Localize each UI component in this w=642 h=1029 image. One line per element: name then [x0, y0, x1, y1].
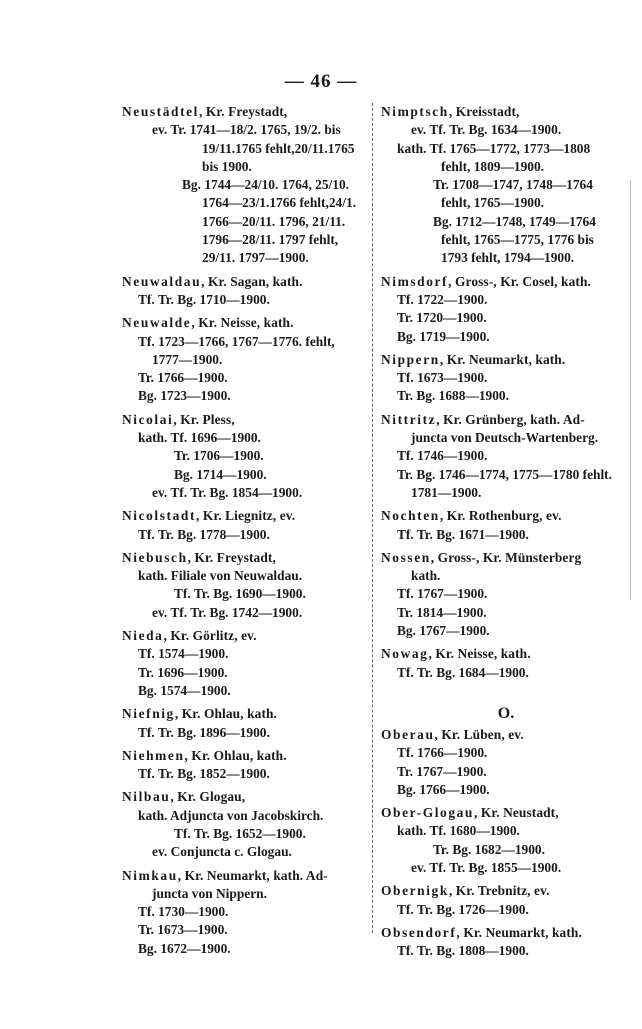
place-district: , Kr. Freystadt,: [187, 549, 276, 565]
place-name: Nicolstadt: [122, 508, 197, 524]
place-name: Nimsdorf: [381, 273, 449, 289]
place-name: Neuwalde: [122, 315, 192, 331]
place-entry: [381, 507, 631, 544]
place-district: , Kr. Trebnitz, ev.: [448, 883, 550, 899]
record-line: ev. Tf. Tr. Bg. 1854—1900.: [152, 484, 303, 500]
record-line: Tf. 1723—1766, 1767—1776. fehlt,: [138, 333, 335, 349]
place-entry: [122, 411, 370, 502]
place-district: , Kr. Ohlau, kath.: [174, 706, 277, 722]
place-name: Nilbau: [122, 789, 171, 805]
record-line: kath. Tf. 1765—1772, 1773—1808: [397, 140, 591, 156]
record-line: Tf. Tr. Bg. 1852—1900.: [138, 766, 270, 782]
record-line: ev. Tf. Tr. Bg. 1634—1900.: [411, 122, 562, 138]
page-number: — 46 —: [284, 71, 358, 92]
record-line: Tf. 1722—1900.: [397, 291, 488, 307]
place-district: , Kr. Glogau,: [170, 789, 246, 805]
section-heading-o: O.: [497, 704, 515, 722]
section-o-entries: [381, 726, 631, 961]
record-line: Tr. 1720—1900.: [397, 310, 487, 326]
entry-heading: [122, 627, 370, 645]
record-line: 19/11.1765 fehlt,20/11.1765: [202, 140, 355, 156]
place-district: , Gross-, Kr. Münsterberg: [430, 549, 582, 565]
record-line: Bg. 1723—1900.: [138, 388, 231, 404]
record-line: fehlt, 1765—1900.: [441, 195, 545, 211]
place-entry: [381, 726, 631, 799]
place-entry: [122, 747, 370, 784]
record-line: Tf. 1767—1900.: [397, 586, 488, 602]
record-line: fehlt, 1809—1900.: [441, 158, 545, 174]
entry-heading: [381, 411, 631, 429]
record-line: Tr. Bg. 1746—1774, 1775—1780 fehlt.: [397, 466, 612, 482]
place-district: , Kr. Neisse, kath.: [191, 315, 294, 331]
place-district: , Kreisstadt,: [448, 104, 520, 119]
place-name: Nowag: [381, 646, 429, 662]
record-line: Tr. 1767—1900.: [397, 763, 487, 779]
place-district: , Gross-, Kr. Cosel, kath.: [448, 273, 591, 289]
record-line: Tf. Tr. Bg. 1896—1900.: [138, 724, 270, 740]
place-name: Nittritz: [381, 411, 437, 427]
place-district: , Kr. Sagan, kath.: [201, 273, 303, 289]
place-district: , Kr. Rothenburg, ev.: [439, 508, 562, 524]
place-district: , Kr. Neustadt,: [473, 805, 559, 821]
entry-heading: [381, 804, 631, 822]
place-name: Nimkau: [122, 867, 178, 883]
entry-heading: [381, 103, 631, 121]
record-line: Tf. Tr. Bg. 1726—1900.: [397, 901, 529, 917]
record-line: 1766—20/11. 1796, 21/11.: [202, 213, 346, 229]
entry-heading: [381, 882, 631, 900]
place-name: Niehmen: [122, 747, 185, 763]
record-line: 29/11. 1797—1900.: [202, 250, 309, 266]
record-line: kath. Tf. 1680—1900.: [397, 823, 520, 839]
record-line: Tr. 1696—1900.: [138, 664, 228, 680]
entry-heading: [122, 867, 370, 885]
record-line: Tf. 1766—1900.: [397, 745, 488, 761]
place-entry: [122, 867, 370, 958]
entry-heading: [381, 726, 631, 744]
record-line: Tf. Tr. Bg. 1671—1900.: [397, 526, 529, 542]
record-line: Tf. Tr. Bg. 1690—1900.: [174, 586, 306, 602]
record-line: Tr. 1706—1900.: [174, 448, 264, 464]
column-divider: [372, 103, 373, 933]
entry-heading: [381, 549, 631, 567]
record-line: ev. Tr. 1741—18/2. 1765, 19/2. bis: [152, 122, 341, 138]
record-line: kath. Adjuncta von Jacobskirch.: [138, 807, 324, 823]
place-district: , Kr. Liegnitz, ev.: [196, 508, 296, 524]
record-line: Bg. 1719—1900.: [397, 328, 490, 344]
place-name: Nochten: [381, 508, 440, 524]
place-name: Nimptsch: [381, 104, 449, 119]
place-district: , Kr. Lüben, ev.: [434, 726, 524, 742]
entry-heading: [122, 411, 370, 429]
record-line: Bg. 1672—1900.: [138, 940, 231, 956]
place-entry: [122, 314, 370, 405]
record-line: Tr. 1814—1900.: [397, 604, 487, 620]
place-entry: [122, 788, 370, 861]
record-line: fehlt, 1765—1775, 1776 bis: [441, 232, 594, 248]
entry-heading: [122, 273, 370, 291]
record-line: Tf. 1730—1900.: [138, 904, 229, 920]
place-name: Niebusch: [122, 549, 188, 565]
place-name: Obernigk: [381, 883, 449, 899]
place-entry: [122, 273, 370, 310]
record-line: Bg. 1714—1900.: [174, 466, 267, 482]
record-line: Bg. 1744—24/10. 1764, 25/10.: [182, 177, 350, 193]
entry-heading: [381, 645, 631, 663]
record-line: Tr. 1766—1900.: [138, 370, 228, 386]
place-entry: [381, 411, 631, 502]
record-line: 1777—1900.: [152, 351, 223, 367]
record-line: juncta von Deutsch-Wartenberg.: [411, 430, 599, 446]
record-line: Tf. Tr. Bg. 1808—1900.: [397, 943, 529, 959]
place-district: , Kr. Pless,: [173, 411, 235, 427]
entry-heading: [122, 747, 370, 765]
record-line: 1781—1900.: [411, 484, 482, 500]
entry-heading: [122, 549, 370, 567]
record-line: kath. Tf. 1696—1900.: [138, 430, 261, 446]
place-entry: [381, 804, 631, 877]
place-district: , Kr. Neumarkt, kath. Ad-: [177, 867, 328, 883]
place-district: , Kr. Freystadt,: [199, 104, 288, 119]
record-line: Tr. 1708—1747, 1748—1764: [433, 177, 593, 193]
record-line: 1793 fehlt, 1794—1900.: [441, 250, 575, 266]
entry-heading: [381, 507, 631, 525]
record-line: kath. Filiale von Neuwaldau.: [138, 568, 303, 584]
record-line: 1796—28/11. 1797 fehlt,: [202, 232, 339, 248]
right-column-n-entries: [381, 103, 631, 682]
record-line: Bg. 1574—1900.: [138, 682, 231, 698]
record-line: Tf. Tr. Bg. 1710—1900.: [138, 291, 270, 307]
place-entry: [381, 351, 631, 406]
entry-heading: [381, 924, 631, 942]
record-line: ev. Tf. Tr. Bg. 1855—1900.: [411, 859, 562, 875]
place-name: Oberau: [381, 726, 435, 742]
place-district: , Kr. Neisse, kath.: [428, 646, 531, 662]
place-district: , Kr. Neumarkt, kath.: [456, 924, 582, 940]
place-district: , Kr. Grünberg, kath. Ad-: [436, 411, 585, 427]
record-line: Tf. Tr. Bg. 1778—1900.: [138, 526, 270, 542]
place-name: Niefnig: [122, 706, 175, 722]
record-line: Tf. 1574—1900.: [138, 646, 229, 662]
place-entry: [122, 549, 370, 622]
place-name: Nossen: [381, 549, 431, 565]
place-district: , Kr. Görlitz, ev.: [163, 628, 257, 644]
entry-heading: [122, 788, 370, 806]
record-line: ev. Tf. Tr. Bg. 1742—1900.: [152, 604, 303, 620]
place-entry: [381, 924, 631, 961]
record-line: Bg. 1712—1748, 1749—1764: [433, 213, 596, 229]
place-entry: [381, 549, 631, 640]
entry-heading: [122, 705, 370, 723]
place-district: , Kr. Neumarkt, kath.: [439, 351, 566, 367]
record-line: Tf. Tr. Bg. 1652—1900.: [174, 825, 306, 841]
place-name: Obsendorf: [381, 924, 457, 940]
entry-heading: [381, 273, 631, 291]
record-line: Tr. 1673—1900.: [138, 922, 228, 938]
record-line: Tr. Bg. 1688—1900.: [397, 388, 509, 404]
entry-heading: [381, 351, 631, 369]
record-line: Bg. 1767—1900.: [397, 623, 490, 639]
record-line: Bg. 1766—1900.: [397, 781, 490, 797]
record-line: 1764—23/1.1766 fehlt,24/1.: [202, 195, 356, 211]
entry-heading: [122, 507, 370, 525]
record-line: Tf. 1746—1900.: [397, 448, 488, 464]
place-entry: [381, 103, 631, 268]
place-name: Nicolai: [122, 411, 174, 427]
record-line: bis 1900.: [202, 158, 252, 174]
place-name: Nippern: [381, 351, 440, 367]
left-column: [122, 103, 370, 963]
record-line: juncta von Nippern.: [152, 885, 267, 901]
record-line: ev. Conjuncta c. Glogau.: [152, 844, 292, 860]
record-line: Tf. Tr. Bg. 1684—1900.: [397, 664, 529, 680]
place-entry: [122, 103, 370, 268]
place-district: , Kr. Ohlau, kath.: [184, 747, 287, 763]
place-entry: [381, 645, 631, 682]
place-name: Nieda: [122, 628, 164, 644]
place-name: Neustädtel: [122, 104, 199, 119]
place-entry: [122, 705, 370, 742]
record-line: Tr. Bg. 1682—1900.: [433, 841, 545, 857]
place-entry: [381, 882, 631, 919]
place-entry: [381, 273, 631, 346]
place-name: Neuwaldau: [122, 273, 202, 289]
place-entry: [122, 627, 370, 700]
record-line: kath.: [411, 568, 441, 584]
place-entry: [122, 507, 370, 544]
entry-heading: [122, 103, 370, 121]
place-name: Ober-Glogau: [381, 805, 474, 821]
entry-heading: [122, 314, 370, 332]
right-column: [381, 103, 631, 965]
record-line: Tf. 1673—1900.: [397, 370, 488, 386]
